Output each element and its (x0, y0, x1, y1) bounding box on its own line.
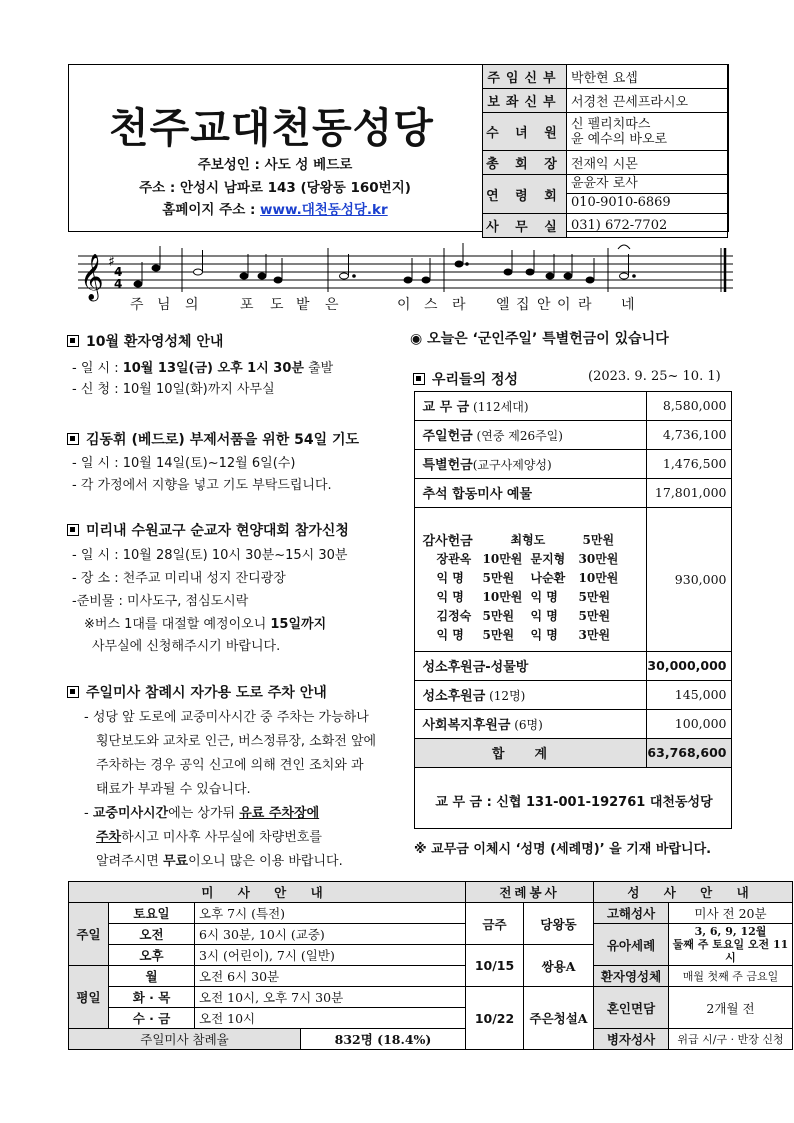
time-sig-top: 4 (114, 265, 123, 279)
hymn-lyrics (0, 294, 794, 312)
patron-saint: 주보성인 : 사도 성 베드로 (197, 157, 353, 173)
sunday-label: 주일 (69, 903, 109, 966)
mass-time: 오후 7시 (특전) (195, 903, 466, 924)
table-row (414, 680, 731, 709)
note (586, 277, 594, 283)
total-label: 합계 (414, 738, 647, 767)
donor-name: 익 명 (436, 627, 464, 642)
offering-box (414, 391, 732, 829)
table-row (414, 709, 731, 738)
donor-amount: 5만원 (582, 532, 615, 547)
mass-time: 오전 6시 30분 (195, 966, 466, 987)
sacrament-info: 매월 첫째 주 금요일 (669, 966, 793, 987)
mass-time: 6시 30분, 10시 (교중) (195, 924, 466, 945)
donor-name: 익 명 (436, 570, 464, 585)
donor-name: 최형도 (510, 532, 546, 547)
sharp-icon: ♯ (108, 254, 115, 270)
square-bullet-icon (67, 433, 79, 445)
offering-label: 특별헌금(교구사제양성) (414, 449, 647, 478)
note (240, 273, 248, 279)
lyric-syllable: 네 (621, 297, 635, 313)
donor-amount: 10만원 (578, 570, 619, 585)
info-line: - 성당 앞 도로에 교중미사시간 중 주차는 가능하나 (84, 710, 369, 725)
note (340, 273, 349, 279)
offering-amount: 8,580,000 (647, 391, 731, 420)
offering-label: 사회복지후원금 (6명) (414, 709, 647, 738)
square-bullet-icon (413, 373, 425, 385)
notes (134, 243, 725, 292)
donor-name: 익 명 (530, 627, 558, 642)
total-amount: 63,768,600 (647, 738, 731, 767)
sacrament-info: 위급 시/구 · 반장 신청 (669, 1029, 793, 1050)
staff-role: 수 녀 원 (483, 113, 567, 151)
lyric-syllable: 은 (325, 297, 339, 313)
sacrament-info: 3, 6, 9, 12월 둘째 주 토요일 오전 11시 (669, 924, 793, 966)
donor-name: 문지형 (530, 551, 566, 566)
info-line: - 신 청 : 10월 10일(화)까지 사무실 (72, 382, 275, 397)
donor-name: 장관옥 (436, 551, 472, 566)
mass-day: 수 · 금 (109, 1008, 195, 1029)
offering-table (414, 391, 732, 768)
lyric-syllable: 밭 (296, 297, 310, 313)
serve-group: 쌍용A (524, 945, 594, 987)
offering-amount: 30,000,000 (647, 651, 731, 680)
offering-amount: 17,801,000 (647, 478, 731, 507)
attendance-value: 832명 (18.4%) (301, 1029, 466, 1050)
offering-amount: 4,736,100 (647, 420, 731, 449)
note (134, 281, 142, 287)
note (564, 273, 572, 279)
staff-role: 총 회 장 (483, 151, 567, 175)
section-title: 미리내 수원교구 순교자 현양대회 참가신청 (67, 520, 349, 540)
note (546, 273, 554, 279)
lyric-syllable: 주 (130, 297, 144, 313)
lyric-syllable: 스 (424, 297, 438, 313)
mass-time: 오전 10시, 오후 7시 30분 (195, 987, 466, 1008)
info-line: 알려주시면 무료이오니 많은 이용 바랍니다. (96, 854, 343, 869)
staff-name-line: 윤윤자 로사 (567, 175, 727, 194)
note (404, 277, 412, 283)
square-bullet-icon (67, 686, 79, 698)
staff-name: 서경천 끈세프라시오 (566, 89, 727, 113)
staff-phone: 031) 672-7702 (566, 214, 727, 238)
offering-amount: 1,476,500 (647, 449, 731, 478)
lyric-syllable: 집 (516, 297, 530, 313)
offering-period: (2023. 9. 25~ 10. 1) (588, 369, 721, 384)
mass-day: 오후 (109, 945, 195, 966)
donor-name: 익 명 (530, 589, 558, 604)
section-title: 김동휘 (베드로) 부제서품을 위한 54일 기도 (67, 429, 359, 449)
donor-amount: 5만원 (578, 589, 611, 604)
account-note: ※ 교무금 이체시 ‘성명 (세례명)’ 을 기재 바랍니다. (414, 842, 712, 857)
info-line: -준비물 : 미사도구, 점심도시락 (72, 594, 249, 609)
square-bullet-icon (67, 335, 79, 347)
donor-amount: 5만원 (482, 608, 515, 623)
note (526, 269, 534, 275)
square-bullet-icon (67, 524, 79, 536)
info-line: 횡단보도와 교차로 인근, 버스정류장, 소화전 앞에 (96, 734, 377, 749)
sacrament-name: 고해성사 (594, 903, 669, 924)
bulletin-header (68, 64, 729, 235)
lyric-syllable: 이 (397, 297, 411, 313)
table-row (414, 507, 731, 651)
offering-amount: 930,000 (647, 507, 731, 651)
sacrament-info: 미사 전 20분 (669, 903, 793, 924)
info-line: - 각 가정에서 지향을 넣고 기도 부탁드립니다. (72, 478, 332, 493)
info-line: - 교중미사시간에는 상가뒤 유료 주차장에 (84, 806, 320, 821)
offering-label: 교 무 금 (112세대) (414, 391, 647, 420)
info-line: 태료가 부과될 수 있습니다. (96, 782, 251, 797)
lyric-syllable: 안 (537, 297, 551, 313)
staff-name-line: 신 펠리치따스 (570, 116, 651, 132)
info-line: 주차하시고 미사후 사무실에 차량번호를 (96, 830, 322, 845)
offering-amount: 100,000 (647, 709, 731, 738)
mass-day: 오전 (109, 924, 195, 945)
table-row (414, 651, 731, 680)
lyric-syllable: 엘 (496, 297, 510, 313)
time-sig-bottom: 4 (114, 277, 123, 291)
donor-name: 익 명 (436, 589, 464, 604)
offering-label: 성소후원금-성물방 (414, 651, 647, 680)
thanks-offering-cell (414, 507, 647, 651)
staff-lines (78, 256, 733, 288)
info-line: - 장 소 : 천주교 미리내 성지 잔디광장 (72, 571, 286, 586)
mass-header: 미 사 안 내 (69, 882, 466, 903)
donor-name: 익 명 (530, 608, 558, 623)
info-line: - 일 시 : 10월 28일(토) 10시 30분~15시 30분 (72, 548, 348, 563)
donor-amount: 5만원 (482, 570, 515, 585)
note (258, 273, 266, 279)
serve-date: 금주 (466, 903, 524, 945)
donor-amount: 10만원 (482, 551, 523, 566)
thanks-label: 감사헌금 (422, 533, 473, 549)
info-line: - 일 시 : 10월 13일(금) 오후 1시 30분 출발 (72, 361, 334, 376)
staff-role: 사 무 실 (483, 214, 567, 238)
serve-group: 당왕동 (524, 903, 594, 945)
section-title: 10월 환자영성체 안내 (67, 331, 223, 351)
donor-amount: 3만원 (578, 627, 611, 642)
offering-label: 성소후원금 (12명) (414, 680, 647, 709)
staff-role: 주임신부 (483, 65, 567, 89)
sacrament-name: 병자성사 (594, 1029, 669, 1050)
homepage-label: 홈페이지 주소 : (162, 202, 261, 218)
info-line: ※버스 1대를 대절할 예정이오니 15일까지 (84, 617, 327, 632)
mass-time: 3시 (어린이), 7시 (일반) (195, 945, 466, 966)
note (620, 273, 629, 279)
lyric-syllable: 님 (157, 297, 171, 313)
church-address: 주소 : 안성시 남파로 143 (당왕동 160번지) (139, 180, 411, 196)
homepage-link[interactable]: www.대천동성당.kr (260, 202, 388, 218)
mass-day: 월 (109, 966, 195, 987)
homepage-line (69, 198, 481, 218)
lyric-syllable: 의 (185, 297, 199, 313)
info-line: 주차하는 경우 공익 신고에 의해 견인 조치와 과 (96, 758, 364, 773)
donor-amount: 30만원 (578, 551, 619, 566)
offering-amount: 145,000 (647, 680, 731, 709)
church-name: 천주교대천동성당 (109, 104, 434, 152)
attendance-label: 주일미사 참례율 (69, 1029, 301, 1050)
table-row (414, 391, 731, 420)
note (504, 269, 512, 275)
table-row (414, 449, 731, 478)
sacrament-info: 2개월 전 (669, 987, 793, 1029)
donor-name: 김정숙 (436, 608, 472, 623)
lyric-syllable: 도 (270, 297, 284, 313)
staff-table (482, 64, 728, 238)
offering-title: 우리들의 정성 (413, 369, 518, 389)
note (455, 261, 463, 267)
total-row (414, 738, 731, 767)
mass-time: 오전 10시 (195, 1008, 466, 1029)
treble-clef-icon: 𝄞 (80, 254, 104, 300)
section-title: 주일미사 참례시 자가용 도로 주차 안내 (67, 682, 327, 702)
sacrament-name: 유아세례 (594, 924, 669, 966)
donor-amount: 10만원 (482, 589, 523, 604)
staff-name (566, 113, 727, 151)
schedule-table (68, 881, 793, 1050)
donor-name: 나순환 (530, 570, 566, 585)
offering-label: 추석 합동미사 예물 (414, 478, 647, 507)
staff-name-line: 윤 예수의 바오로 (570, 131, 668, 147)
lyric-syllable: 라 (578, 297, 592, 313)
mass-day: 토요일 (109, 903, 195, 924)
lyric-syllable: 포 (240, 297, 254, 313)
fermata-icon (618, 245, 630, 249)
staff-name: 박한현 요셉 (566, 65, 727, 89)
donor-amount: 5만원 (482, 627, 515, 642)
staff-name: 전재익 시몬 (566, 151, 727, 175)
note (152, 265, 160, 271)
table-row (414, 420, 731, 449)
note (422, 277, 430, 283)
note (194, 269, 203, 275)
staff-role: 연 령 회 (483, 175, 567, 214)
serve-group: 주은청설A (524, 987, 594, 1050)
sacrament-name: 혼인면담 (594, 987, 669, 1029)
account-info: 교 무 금 : 신협 131-001-192761 대천동성당 (435, 795, 713, 810)
offering-label: 주일헌금 (연중 제26주일) (414, 420, 647, 449)
staff-role: 보좌신부 (483, 89, 567, 113)
table-row (414, 478, 731, 507)
mass-day: 화 · 목 (109, 987, 195, 1008)
serve-date: 10/22 (466, 987, 524, 1050)
special-offering-notice: ◉ 오늘은 ‘군인주일’ 특별헌금이 있습니다 (410, 331, 669, 347)
note (274, 277, 282, 283)
weekday-label: 평일 (69, 966, 109, 1029)
info-line: - 일 시 : 10월 14일(토)~12월 6일(수) (72, 456, 296, 471)
sacrament-name: 환자영성체 (594, 966, 669, 987)
sacrament-header: 성 사 안 내 (594, 882, 793, 903)
serve-header: 전례봉사 (466, 882, 594, 903)
serve-date: 10/15 (466, 945, 524, 987)
lyric-syllable: 라 (452, 297, 466, 313)
donor-amount: 5만원 (578, 608, 611, 623)
staff-phone: 010-9010-6869 (570, 195, 671, 210)
info-line: 사무실에 신청해주시기 바랍니다. (92, 639, 281, 654)
staff-name (566, 175, 727, 214)
lyric-syllable: 이 (557, 297, 571, 313)
